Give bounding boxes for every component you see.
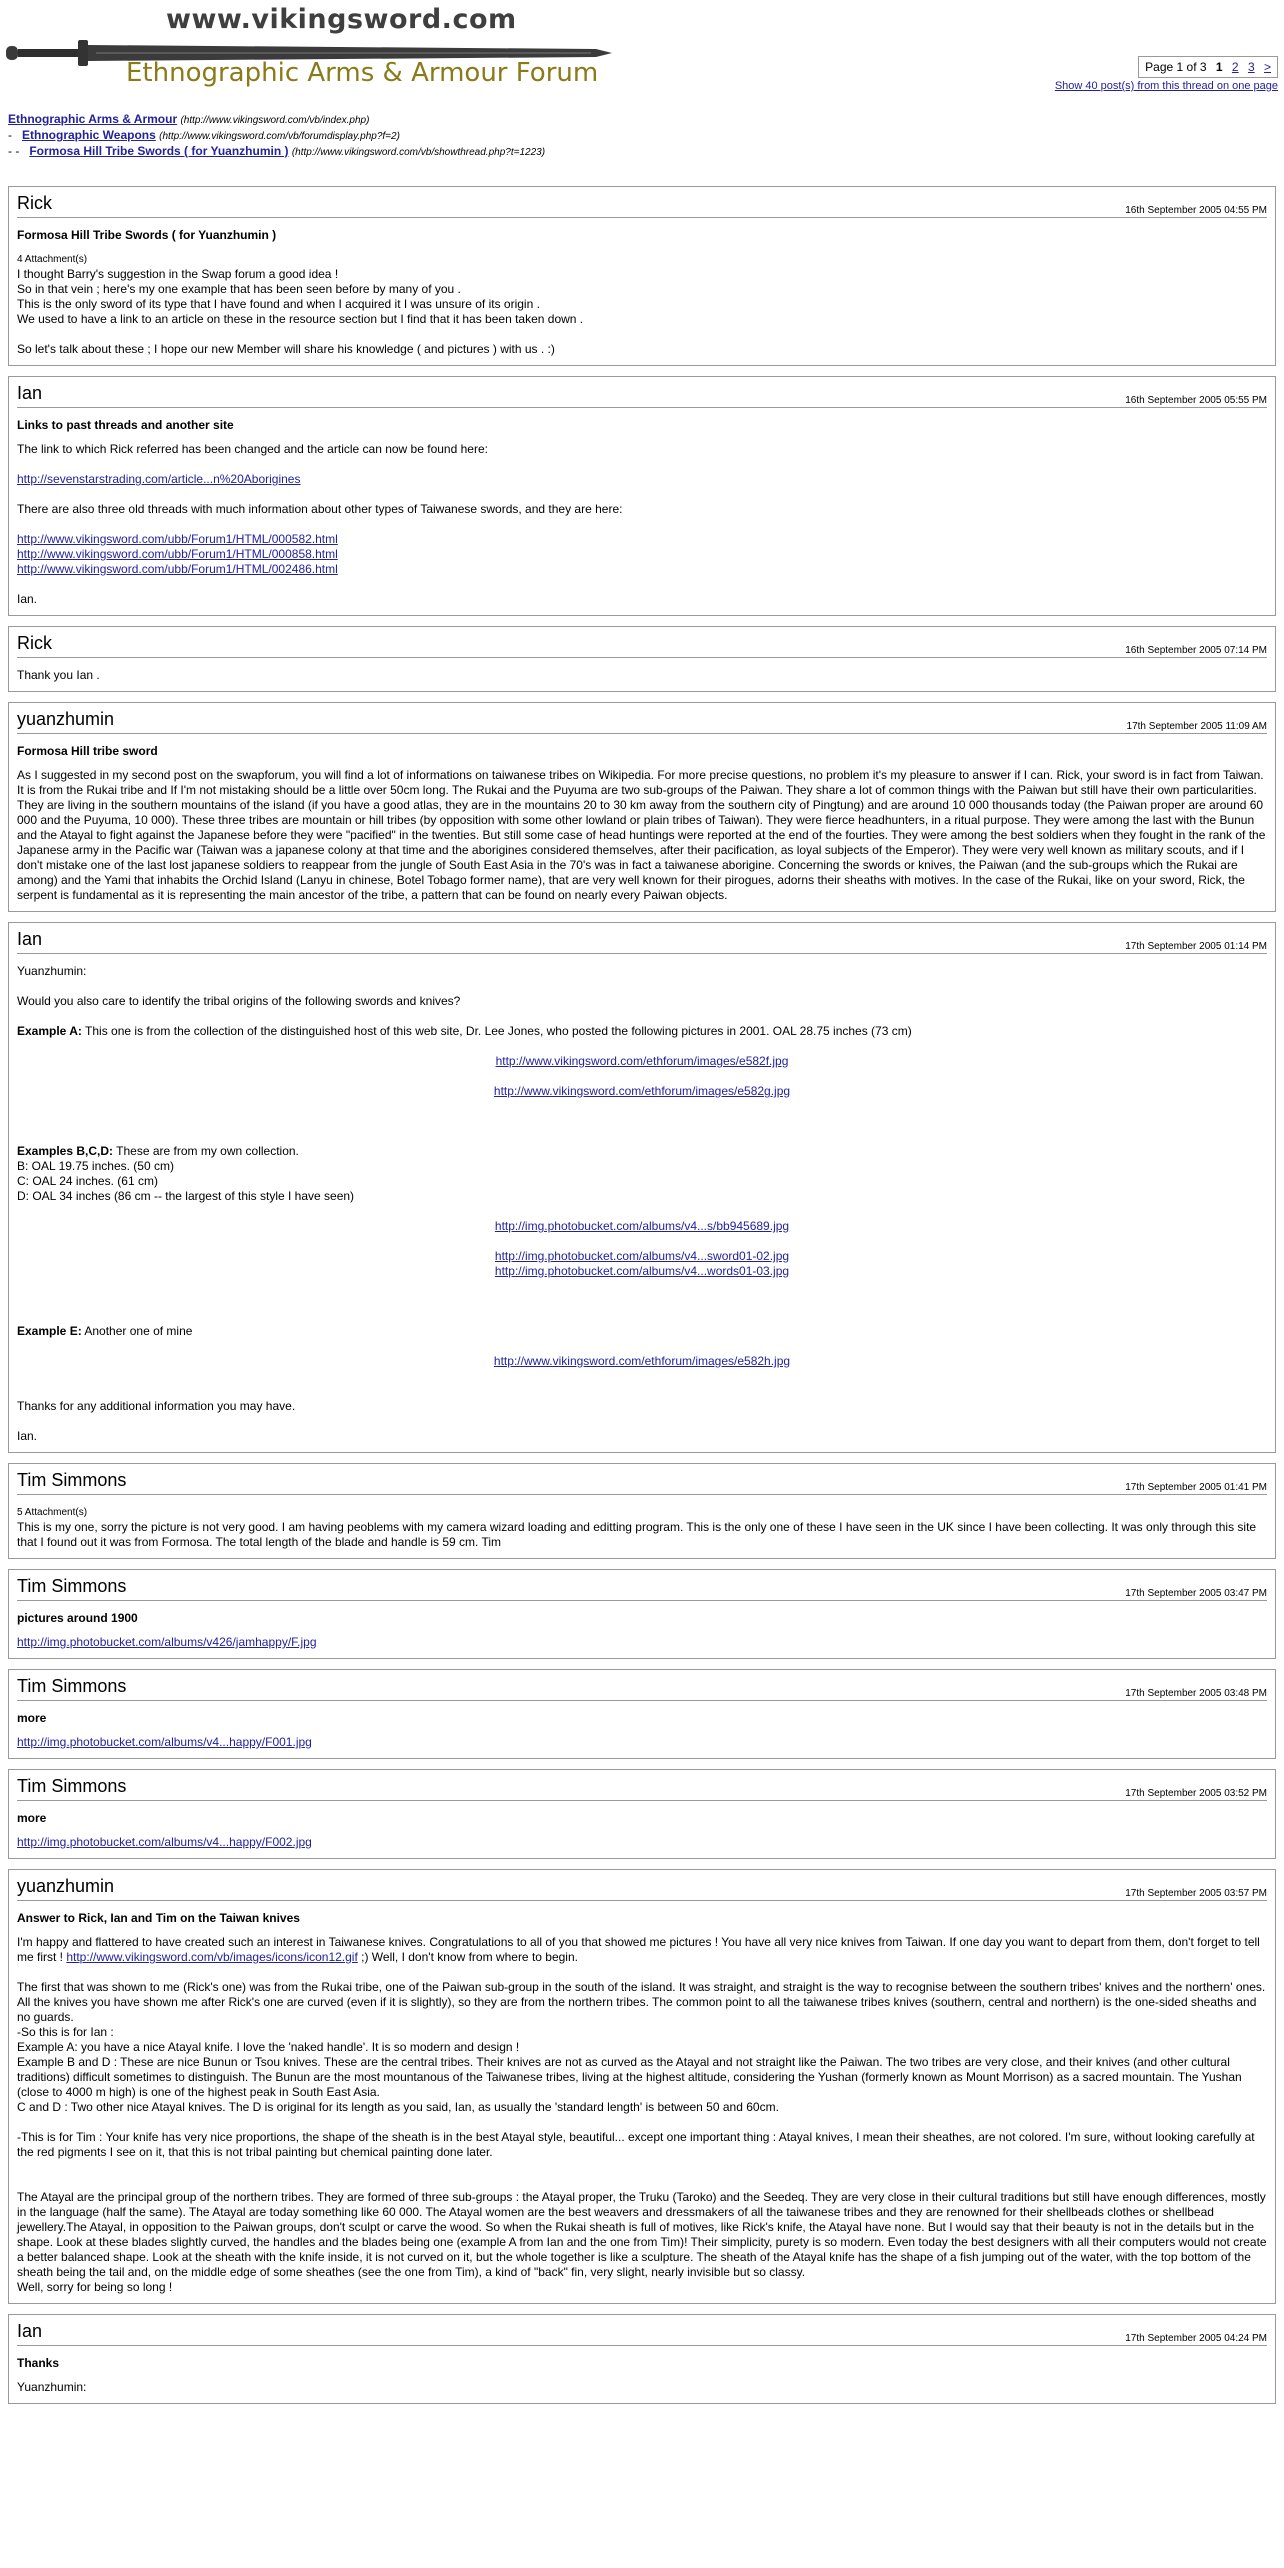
- post-title: Formosa Hill Tribe Swords ( for Yuanzhumin ): [17, 228, 277, 242]
- next-page-link[interactable]: >: [1263, 60, 1271, 74]
- site-logo[interactable]: [6, 4, 614, 96]
- post-author: Rick: [17, 193, 52, 213]
- post-signature: Ian.: [17, 1429, 38, 1443]
- post-signature: Ian.: [17, 592, 38, 606]
- post: [8, 1463, 1276, 1559]
- page-header: [0, 0, 1284, 112]
- post: [8, 2314, 1276, 2404]
- post-link[interactable]: http://www.vikingsword.com/ubb/Forum1/HTML/002486.html: [17, 562, 338, 576]
- post-link[interactable]: http://www.vikingsword.com/ubb/Forum1/HTML/000858.html: [17, 547, 338, 561]
- post-date: 17th September 2005 03:48 PM: [1125, 1688, 1267, 1699]
- post-date: 17th September 2005 03:52 PM: [1125, 1788, 1267, 1799]
- post-body: Thank you Ian .: [17, 668, 100, 682]
- post-author: Ian: [17, 383, 43, 403]
- page-3-link[interactable]: 3: [1247, 60, 1255, 74]
- post-title: more: [17, 1811, 47, 1825]
- post-date: 17th September 2005 11:09 AM: [1126, 721, 1267, 732]
- post-author: Ian: [17, 929, 43, 949]
- image-link[interactable]: http://img.photobucket.com/albums/v4...words01-03.jpg: [494, 1264, 790, 1278]
- post-author: Tim Simmons: [17, 1576, 127, 1596]
- image-link[interactable]: http://img.photobucket.com/albums/v4...sword01-02.jpg: [494, 1249, 790, 1263]
- post-author: yuanzhumin: [17, 1876, 115, 1896]
- page-current: 1: [1215, 60, 1223, 74]
- post-body: Yuanzhumin: Would you also care to identify the tribal origins of the following swords and knives? Example A: This one is from the collection of the distinguished host of this web site, Dr. Lee Jones, who posted the following pictures in 2001. OAL 28.75 inches (73 cm) http://www.vikingsword.com/ethforum/images/e582f.jpg http://www.vikingsword.com/ethforum/images/e582g.jpg Examples B,C,D: These are from my own collection. B: OAL 19.75 inches. (50 cm) C: OAL 24 inches. (61 cm) D: OAL 34 inches (86 cm -- the largest of this style I have seen) http://img.photobucket.com/albums/v4...s/bb945689.jpg http://img.photobucket.com/albums/v4...sword01-02.jpg http://img.photobucket.com/albums/v4...words01-03.jpg Example E: Another one of mine http://www.vikingsword.com/ethforum/images/e582h.jpg Thanks for any additional information you may have. Ian.: [17, 964, 1267, 1444]
- breadcrumb-thread-link[interactable]: Formosa Hill Tribe Swords ( for Yuanzhumin ): [29, 144, 289, 158]
- breadcrumb-forum-link[interactable]: Ethnographic Arms & Armour: [8, 112, 178, 126]
- post: [8, 626, 1276, 692]
- post: [8, 702, 1276, 912]
- post-author: Tim Simmons: [17, 1676, 127, 1696]
- page-label: Page 1 of 3: [1145, 60, 1207, 74]
- show-all-posts-link[interactable]: Show 40 post(s) from this thread on one page: [1054, 80, 1278, 92]
- post-body: Yuanzhumin:: [17, 2380, 87, 2394]
- image-link[interactable]: http://www.vikingsword.com/ethforum/images/e582g.jpg: [493, 1084, 791, 1098]
- image-link[interactable]: http://www.vikingsword.com/ethforum/images/e582h.jpg: [493, 1354, 791, 1368]
- attachment-count[interactable]: 5 Attachment(s): [17, 1507, 88, 1518]
- post-date: 17th September 2005 03:57 PM: [1125, 1888, 1267, 1899]
- post-title: Links to past threads and another site: [17, 418, 234, 432]
- pagination: [1138, 56, 1278, 78]
- breadcrumb-thread-url: (http://www.vikingsword.com/vb/showthread.php?t=1223): [291, 147, 546, 158]
- post-title: Answer to Rick, Ian and Tim on the Taiwan knives: [17, 1911, 300, 1925]
- post-link[interactable]: http://www.vikingsword.com/ubb/Forum1/HTML/000582.html: [17, 532, 338, 546]
- post-date: 16th September 2005 07:14 PM: [1125, 645, 1267, 656]
- post-author: yuanzhumin: [17, 709, 115, 729]
- image-link[interactable]: http://img.photobucket.com/albums/v4...happy/F002.jpg: [17, 1835, 312, 1849]
- image-link[interactable]: http://img.photobucket.com/albums/v4...happy/F001.jpg: [17, 1735, 312, 1749]
- post-title: pictures around 1900: [17, 1611, 138, 1625]
- post-link[interactable]: http://sevenstarstrading.com/article...n%20Aborigines: [17, 472, 301, 486]
- attachment-count[interactable]: 4 Attachment(s): [17, 254, 88, 265]
- breadcrumb-weapons-link[interactable]: Ethnographic Weapons: [22, 128, 156, 142]
- post-author: Tim Simmons: [17, 1776, 127, 1796]
- post: [8, 1669, 1276, 1759]
- post-body: 4 Attachment(s) I thought Barry's suggestion in the Swap forum a good idea ! So in that vein ; here's my one example that has been seen before by many of you . This is the only sword of its type that I have found and when I acquired it I was unsure of its origin . We used to have a link to an article on these in the resource section but I find that it has been taken down . So let's talk about these ; I hope our new Member will share his knowledge ( and pictures ) with us . :): [17, 252, 1267, 357]
- post-date: 17th September 2005 03:47 PM: [1125, 1588, 1267, 1599]
- post-author: Ian: [17, 2321, 43, 2341]
- logo-url-text: www.vikingsword.com: [166, 4, 517, 35]
- post-date: 17th September 2005 04:24 PM: [1125, 2333, 1267, 2344]
- breadcrumb-forum-url: (http://www.vikingsword.com/vb/index.php): [180, 115, 370, 126]
- post: [8, 1569, 1276, 1659]
- breadcrumb: Ethnographic Arms & Armour (http://www.vikingsword.com/vb/index.php) - Ethnographic Weapons (http://www.vikingsword.com/vb/forumdisplay.php?f=2) - - Formosa Hill Tribe Swords ( for Yuanzhumin ) (http://www.vikingsword.com/vb/showthread.php?t=1223): [8, 112, 546, 158]
- icon-link[interactable]: http://www.vikingsword.com/vb/images/icons/icon12.gif: [66, 1950, 358, 1964]
- post-body: 5 Attachment(s) This is my one, sorry the picture is not very good. I am having peoblems with my camera wizard loading and editting program. This is the only one of these I have seen in the UK since I have been collecting. It was only through this site that I found out it was from Formosa. The total length of the blade and handle is 59 cm. Tim: [17, 1505, 1267, 1550]
- post: [8, 1869, 1276, 2304]
- post-title: Formosa Hill tribe sword: [17, 744, 158, 758]
- post: [8, 186, 1276, 366]
- breadcrumb-weapons-url: (http://www.vikingsword.com/vb/forumdisplay.php?f=2): [159, 131, 400, 142]
- post-title: Thanks: [17, 2356, 60, 2370]
- post: [8, 922, 1276, 1453]
- post-title: more: [17, 1711, 47, 1725]
- post-author: Tim Simmons: [17, 1470, 127, 1490]
- post-body: As I suggested in my second post on the swapforum, you will find a lot of informations on taiwanese tribes on Wikipedia. For more precise questions, no problem it's my pleasure to answer if I can. Rick, your sword is in fact from Taiwan. It is from the Rukai tribe and If I'm not mistaking should be a little over 50cm long. The Rukai and the Puyuma are two sub-groups of the Paiwan. They share a lot of common things with the Paiwan but still have their own particularities. They are living in the southern mountains of the island (if you have a good atlas, they are in the mountains 20 to 30 km away from the southern city of Pingtung) and are around 10 000 thousands today (the Paiwan proper are around 60 000 and the Puyuma, 10 000). These three tribes are mountain or hill tribes (by opposition with some other lowland or plain tribes of Taiwan). They were fierce headhunters, in a ritual purpose. They were among the last with the Bunun and the Atayal to fight against the Japanese before they were "pacified" in the twenties. But still some case of head huntings were reported at the end of the fourties. They were among the best soldiers when they fought in the rank of the Japanese army in the Pacific war (Taiwan was a japanese colony at that time and the aborigines considered themselves, after their pacification, as loyal subjects of the Emperor). They were very well known as military scouts, and if I don't mistake one of the last lost japanese soldiers to reappear from the jungle of South East Asia in the 70's was in fact a taiwanese aborigine. Concerning the swords or knives, the Paiwan (and the sub-groups which the Rukai are among) and the Yami that inhabits the Orchid Island (Lanyu in chinese, Botel Tobago former name), that are very well known for their pirogues, adorns their sheaths with motives. In the case of the Rukai, like on your sword, Rick, the serpent is fundamental as it is representing the main ancestor of the tribe, a pattern that can be found on nearly every Paiwan objects.: [17, 768, 1266, 902]
- post-body: The link to which Rick referred has been changed and the article can now be found here: http://sevenstarstrading.com/article...n%20Aborigines There are also three old threads with much information about other types of Taiwanese swords, and they are here: http://www.vikingsword.com/ubb/Forum1/HTML/000582.html http://www.vikingsword.com/ubb/Forum1/HTML/000858.html http://www.vikingsword.com/ubb/Forum1/HTML/002486.html Ian.: [17, 442, 1267, 607]
- image-link[interactable]: http://img.photobucket.com/albums/v426/jamhappy/F.jpg: [17, 1635, 317, 1649]
- image-link[interactable]: http://img.photobucket.com/albums/v4...s/bb945689.jpg: [494, 1219, 790, 1233]
- post-date: 17th September 2005 01:41 PM: [1125, 1482, 1267, 1493]
- post-body: I'm happy and flattered to have created such an interest in Taiwanese knives. Congratulations to all of you that showed me pictures ! You have all very nice knives from Taiwan. If one day you want to depart from them, don't forget to tell me first ! http://www.vikingsword.com/vb/images/icons/icon12.gif ;) Well, I don't know from where to begin. The first that was shown to me (Rick's one) was from the Rukai tribe, one of the Paiwan sub-group in the south of the island. It was straight, and straight is the way to recognise between the southern tribes' knives and the northern' ones. All the knives you have shown me after Rick's one are curved (even if it is slightly), so they are from the northern tribes. The common point to all the taiwanese tribes knives (southern, central and northern) is the one-sided sheaths and no guards. -So this is for Ian : Example A: you have a nice Atayal knife. I love the 'naked handle'. It is so modern and design ! Example B and D : These are nice Bunun or Tsou knives. These are the central tribes. Their knives are not as curved as the Atayal and not straight like the Paiwan. The two tribes are very close, and their knives (and other cultural traditions) difficult sometimes to distinguish. The Bunun are the most mountanous of the Taiwanese tribes, living at the highest altitude, considering the Yushan (formerly known as Mount Morrison) as a sacred mountain. The Yushan (close to 4000 m high) is one of the highest peak in South East Asia. C and D : Two other nice Atayal knives. The D is original for its length as you said, Ian, as usually the 'standard length' is between 50 and 60cm. -This is for Tim : Your knife has very nice proportions, the shape of the sheath is in the best Atayal style, beautiful... except one important thing : Atayal knives, I mean their sheathes, are not colored. I'm sure, without looking carefully at the red pigments I see on it, that this is not tribal painting but chemical painting done later. The Atayal are the principal group of the northern tribes. They are formed of three sub-groups : the Atayal proper, the Truku (Taroko) and the Seedeq. They are very close in their cultural traditions but still have enough differences, mostly in the language (half the same). The Atayal are today something like 60 000. The Atayal women are the best weavers and dressmakers of all the taiwanese tribes and they are renowned for their shellbeads clothes or shellbead jewellery.The Atayal, in opposition to the Paiwan groups, don't sculpt or carve the wood. So when the Rukai sheath is full of motives, like Rick's knife, the Atayal have none. But I would say that their beauty is not in the details but in the shape. Look at these blades slightly curved, the handles and the blades being one (example A from Ian and the one from Tim)! Their simplicity, purety is so modern. Even today the best designers with all their computers would not create a better balanced shape. Look at the sheath with the knife inside, it is not curved on it, but the whole together is like a sculpture. The sheath of the Atayal knife has the shape of a fish jumping out of the water, with the top bottom of the sheath being the tail and, on the middle edge of some sheathes (see the one from Tim), a kind of "back" fin, very slight, nearly invisible but so classy. Well, sorry for being so long !: [17, 1935, 1267, 2294]
- post: [8, 1769, 1276, 1859]
- post-date: 17th September 2005 01:14 PM: [1125, 941, 1267, 952]
- post: [8, 376, 1276, 616]
- post-author: Rick: [17, 633, 52, 653]
- post-date: 16th September 2005 04:55 PM: [1125, 205, 1267, 216]
- logo-forum-title: Ethnographic Arms & Armour Forum: [126, 58, 599, 88]
- post-date: 16th September 2005 05:55 PM: [1125, 395, 1267, 406]
- page-2-link[interactable]: 2: [1231, 60, 1239, 74]
- image-link[interactable]: http://www.vikingsword.com/ethforum/images/e582f.jpg: [495, 1054, 789, 1068]
